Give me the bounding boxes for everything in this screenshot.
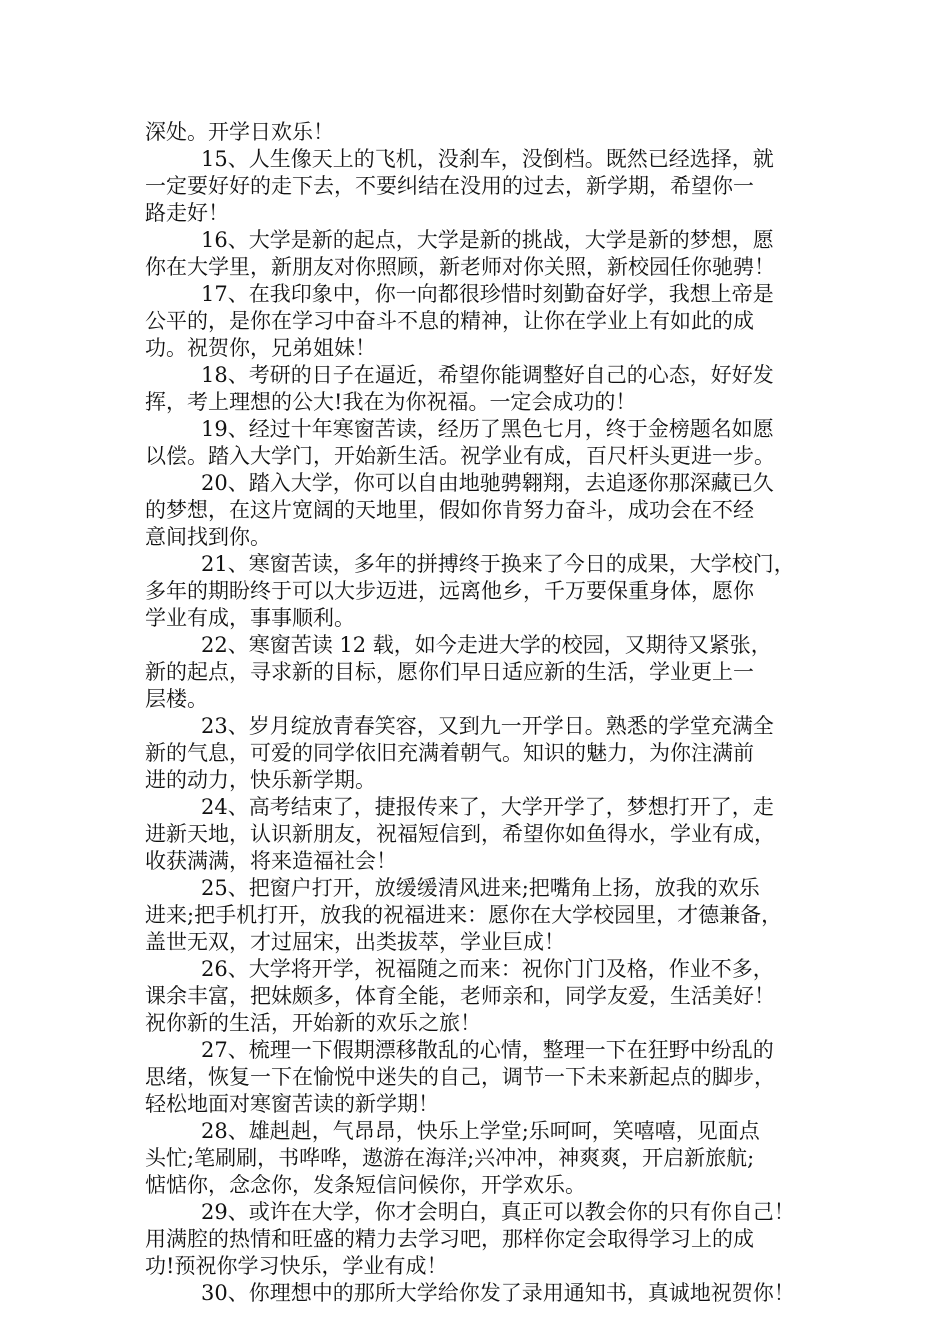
text-line: 学业有成，事事顺利。 [145, 606, 355, 630]
text-line: 一定要好好的走下去，不要纠结在没用的过去，新学期，希望你一 [145, 174, 754, 198]
text-line: 25、把窗户打开，放缓缓清风进来;把嘴角上扬，放我的欢乐 [201, 876, 760, 900]
text-line: 公平的，是你在学习中奋斗不息的精神，让你在学业上有如此的成 [145, 309, 754, 333]
text-line: 层楼。 [145, 687, 208, 711]
text-line: 功!预祝你学习快乐，学业有成！ [145, 1254, 448, 1278]
text-line: 23、岁月绽放青春笑容，又到九一开学日。熟悉的学堂充满全 [201, 714, 774, 738]
text-line: 进新天地，认识新朋友，祝福短信到，希望你如鱼得水，学业有成， [145, 822, 775, 846]
text-line: 盖世无双，才过屈宋，出类拔萃，学业巨成！ [145, 930, 565, 954]
text-line: 新的起点，寻求新的目标，愿你们早日适应新的生活，学业更上一 [145, 660, 754, 684]
text-line: 功。祝贺你，兄弟姐妹！ [145, 336, 376, 360]
text-line: 用满腔的热情和旺盛的精力去学习吧，那样你定会取得学习上的成 [145, 1227, 754, 1251]
paragraph-25 [145, 875, 825, 956]
text-line: 30、你理想中的那所大学给你发了录用通知书，真诚地祝贺你！ [201, 1281, 795, 1305]
text-line: 21、寒窗苦读，多年的拼搏终于换来了今日的成果，大学校门， [201, 552, 795, 576]
text-line: 27、梳理一下假期漂移散乱的心情，整理一下在狂野中纷乱的 [201, 1038, 774, 1062]
text-line: 惦惦你，念念你，发条短信问候你，开学欢乐。 [145, 1173, 586, 1197]
text-line: 你在大学里，新朋友对你照顾，新老师对你关照，新校园任你驰骋！ [145, 255, 775, 279]
paragraph-14-tail [145, 119, 825, 146]
text-line: 头忙;笔刷刷，书哗哗，遨游在海洋;兴冲冲，神爽爽，开启新旅航; [145, 1146, 755, 1170]
text-line: 15、人生像天上的飞机，没刹车，没倒档。既然已经选择，就 [201, 147, 774, 171]
paragraph-22 [145, 632, 825, 713]
paragraph-21 [145, 551, 825, 632]
text-line: 20、踏入大学，你可以自由地驰骋翱翔，去追逐你那深藏已久 [201, 471, 774, 495]
paragraph-15 [145, 146, 825, 227]
paragraph-29 [145, 1199, 825, 1280]
text-line: 的梦想，在这片宽阔的天地里，假如你肯努力奋斗，成功会在不经 [145, 498, 754, 522]
text-line: 进的动力，快乐新学期。 [145, 768, 376, 792]
text-line: 新的气息，可爱的同学依旧充满着朝气。知识的魅力，为你注满前 [145, 741, 754, 765]
text-line: 22、寒窗苦读 12 载，如今走进大学的校园，又期待又紧张， [201, 633, 772, 657]
text-line: 课余丰富，把妹颇多，体育全能，老师亲和，同学友爱，生活美好！ [145, 984, 775, 1008]
text-line: 17、在我印象中，你一向都很珍惜时刻勤奋好学，我想上帝是 [201, 282, 774, 306]
text-line: 收获满满，将来造福社会！ [145, 849, 397, 873]
text-line: 思绪，恢复一下在愉悦中迷失的自己，调节一下未来新起点的脚步， [145, 1065, 775, 1089]
text-line: 轻松地面对寒窗苦读的新学期！ [145, 1092, 439, 1116]
text-line: 24、高考结束了，捷报传来了，大学开学了，梦想打开了，走 [201, 795, 774, 819]
paragraph-30 [145, 1280, 825, 1307]
text-line: 28、雄赳赳，气昂昂，快乐上学堂;乐呵呵，笑嘻嘻，见面点 [201, 1119, 760, 1143]
paragraph-23 [145, 713, 825, 794]
text-line: 祝你新的生活，开始新的欢乐之旅！ [145, 1011, 481, 1035]
text-line: 18、考研的日子在逼近，希望你能调整好自己的心态，好好发 [201, 363, 774, 387]
paragraph-20 [145, 470, 825, 551]
paragraph-24 [145, 794, 825, 875]
paragraph-27 [145, 1037, 825, 1118]
text-line: 进来;把手机打开，放我的祝福进来：愿你在大学校园里，才德兼备， [145, 903, 783, 927]
paragraph-19 [145, 416, 825, 470]
paragraph-28 [145, 1118, 825, 1199]
text-line: 挥，考上理想的公大!我在为你祝福。一定会成功的！ [145, 390, 637, 414]
paragraph-17 [145, 281, 825, 362]
text-line: 路走好！ [145, 201, 229, 225]
text-line: 多年的期盼终于可以大步迈进，远离他乡，千万要保重身体，愿你 [145, 579, 754, 603]
text-line: 深处。开学日欢乐！ [145, 120, 334, 144]
paragraph-18 [145, 362, 825, 416]
text-line: 16、大学是新的起点，大学是新的挑战，大学是新的梦想，愿 [201, 228, 774, 252]
text-line: 26、大学将开学，祝福随之而来：祝你门门及格，作业不多， [201, 957, 774, 981]
text-line: 29、或许在大学，你才会明白，真正可以教会你的只有你自己！ [201, 1200, 795, 1224]
text-line: 以偿。踏入大学门，开始新生活。祝学业有成，百尺杆头更进一步。 [145, 444, 775, 468]
paragraph-26 [145, 956, 825, 1037]
text-line: 19、经过十年寒窗苦读，经历了黑色七月，终于金榜题名如愿 [201, 417, 774, 441]
paragraph-16 [145, 227, 825, 281]
document-body [145, 119, 825, 1307]
text-line: 意间找到你。 [145, 525, 271, 549]
